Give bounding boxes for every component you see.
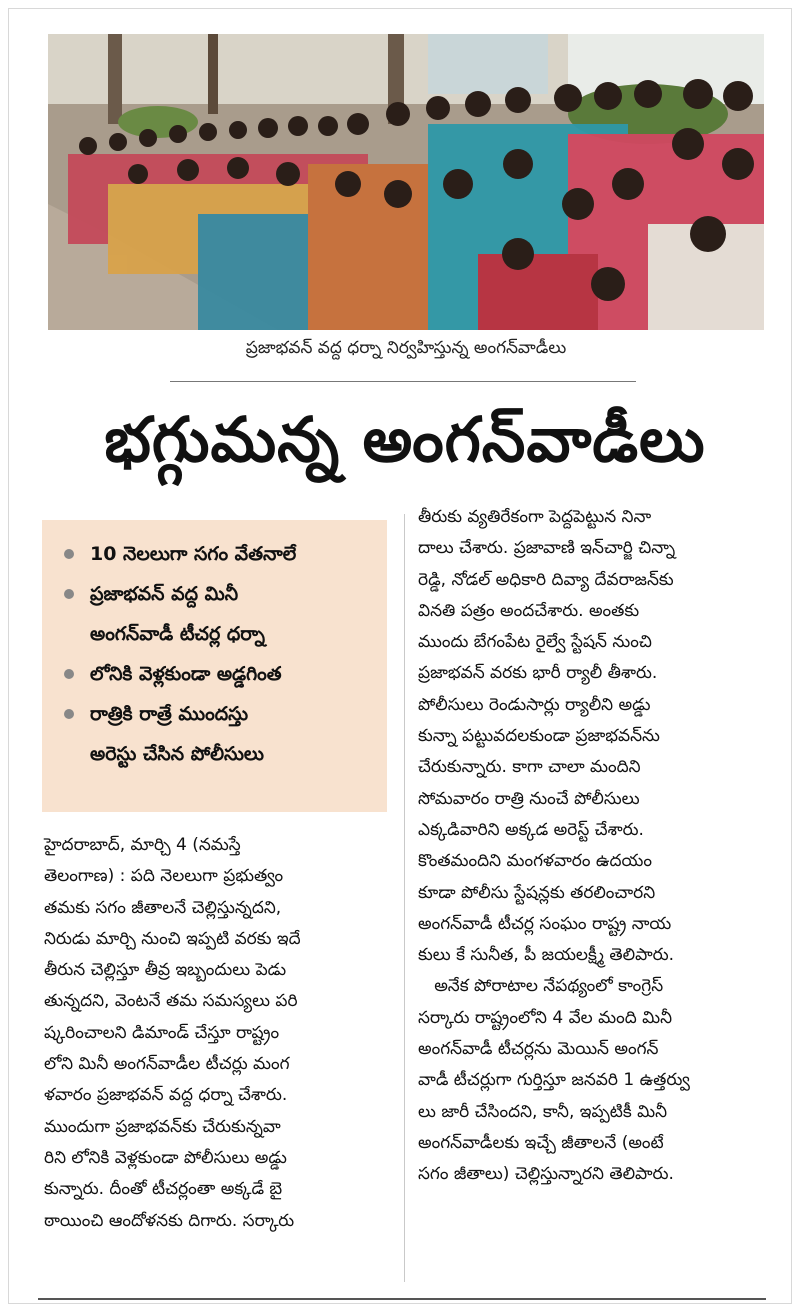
bullet-icon (64, 589, 74, 599)
bullet-icon (64, 709, 74, 719)
highlight-item: 10 నెలలుగా సగం వేతనాలే (64, 534, 373, 574)
highlight-item: రాత్రికి రాత్రే ముందస్తు (64, 694, 373, 734)
text-line: అంగన్‌వాడీ టీచర్లను మెయిన్ అంగన్ (418, 1039, 659, 1060)
text-line: సోమవారం రాత్రి నుంచే పోలీసులు (418, 788, 640, 809)
text-line: ముందుగా ప్రజాభవన్‌కు చేరుకున్నవా (44, 1116, 281, 1137)
highlight-item: ప్రజాభవన్ వద్ద మినీ (64, 574, 373, 614)
text-line: లు జారీ చేసిందని, కానీ, ఇప్పటికీ మినీ (418, 1101, 668, 1122)
article-column-left (44, 830, 390, 1237)
text-line: సర్కారు రాష్ట్రంలోని 4 వేల మంది మినీ (418, 1007, 673, 1028)
text-line: తమకు సగం జీతాలనే చెల్లిస్తున్నదని, (44, 897, 282, 918)
protest-photo (48, 34, 764, 330)
text-line: ప్రజాభవన్ వరకు భారీ ర్యాలీ తీశారు. (418, 663, 658, 684)
text-line: కొంతమందిని మంగళవారం ఉదయం (418, 851, 652, 872)
text-line: నిరుడు మార్చి నుంచి ఇప్పటి వరకు ఇదే (44, 928, 301, 949)
text-line: ముందు బేగంపేట రైల్వే స్టేషన్ నుంచి (418, 632, 652, 653)
text-line: రెడ్డి, నోడల్ అధికారి దివ్యా దేవరాజన్‌కు (418, 569, 674, 590)
text-line: చేరుకున్నారు. కాగా చాలా మందిని (418, 757, 641, 778)
text-line: కున్నారు. దీంతో టీచర్లంతా అక్కడే బై (44, 1179, 283, 1200)
text-line: ఠాయించి ఆందోళనకు దిగారు. సర్కారు (44, 1210, 295, 1231)
text-line: తెలంగాణ) : పది నెలలుగా ప్రభుత్వం (44, 866, 284, 887)
article-column-right (418, 502, 768, 1191)
text-line: ష్కరించాలని డిమాండ్ చేస్తూ రాష్ట్రం (44, 1022, 280, 1043)
text-line: తీరున చెల్లిస్తూ తీవ్ర ఇబ్బందులు పెడు (44, 960, 287, 981)
text-line: తీరుకు వ్యతిరేకంగా పెద్దపెట్టున నినా (418, 507, 652, 527)
text-line: అంగన్‌వాడీ టీచర్ల సంఘం రాష్ట్ర నాయ (418, 913, 672, 934)
text-line: రిని లోనికి వెళ్లకుండా పోలీసులు అడ్డు (44, 1147, 287, 1168)
highlights-box (42, 520, 387, 812)
photo-illustration (48, 34, 764, 330)
text-line: కులు కే సునీత, పీ జయలక్ష్మీ తెలిపారు. (418, 945, 674, 966)
bottom-divider (38, 1298, 766, 1300)
column-divider (404, 514, 405, 1282)
text-line: లోని మినీ అంగన్‌వాడీల టీచర్లు మంగ (44, 1054, 290, 1075)
text-line: కూడా పోలీసు స్టేషన్లకు తరలించారని (418, 882, 656, 903)
highlight-item-continued: అరెస్టు చేసిన పోలీసులు (90, 743, 264, 765)
text-line: ఎక్కడివారిని అక్కడ అరెస్ట్ చేశారు. (418, 819, 644, 840)
text-line: సగం జీతాలు) చెల్లిస్తున్నారని తెలిపారు. (418, 1164, 674, 1185)
text-line: వినతి పత్రం అందచేశారు. అంతకు (418, 600, 640, 621)
text-line: పోలీసులు రెండుసార్లు ర్యాలీని అడ్డు (418, 694, 651, 715)
text-line: అంగన్‌వాడీలకు ఇచ్చే జీతాలనే (అంటే (418, 1132, 664, 1153)
headline: భగ్గుమన్న అంగన్‌వాడీలు (104, 403, 706, 476)
text-line: కున్నా పట్టువదలకుండా ప్రజాభవన్‌ను (418, 726, 660, 747)
text-line: దాలు చేశారు. ప్రజావాణి ఇన్‌చార్జి చిన్నా (418, 538, 676, 559)
text-line: హైదరాబాద్, మార్చి 4 (నమస్తే (44, 835, 241, 855)
bullet-icon (64, 669, 74, 679)
photo-caption: ప్రజాభవన్ వద్ద ధర్నా నిర్వహిస్తున్న అంగన్‌వాడీలు (245, 338, 567, 358)
text-line: తున్నదని, వెంటనే తమ సమస్యలు పరి (44, 991, 298, 1012)
bullet-icon (64, 549, 74, 559)
text-line: వాడీ టీచర్లుగా గుర్తిస్తూ జనవరి 1 ఉత్తర్వు (418, 1070, 690, 1091)
text-line: ళవారం ప్రజాభవన్ వద్ద ధర్నా చేశారు. (44, 1085, 288, 1106)
highlight-item: లోనికి వెళ్లకుండా అడ్డగింత (64, 654, 373, 694)
highlight-item-continued: అంగన్‌వాడీ టీచర్ల ధర్నా (90, 623, 265, 645)
caption-divider (170, 381, 636, 382)
text-line: అనేక పోరాటాల నేపథ్యంలో కాంగ్రెస్ (418, 976, 664, 997)
